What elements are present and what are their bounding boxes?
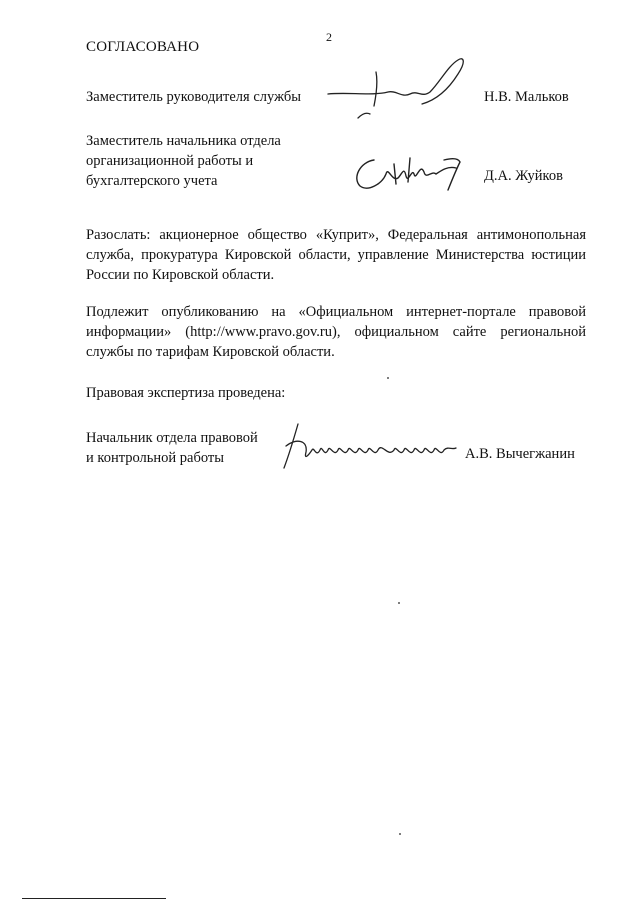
page-number: 2 [326, 30, 332, 44]
legal-signer-title [86, 428, 258, 468]
scan-speck [399, 833, 401, 835]
approver-2-title [86, 131, 281, 191]
approver-2-title-line: организационной работы и [86, 153, 254, 169]
scan-speck [398, 602, 400, 604]
approval-heading: СОГЛАСОВАНО [86, 39, 200, 55]
approver-2-title-line: бухгалтерского учета [86, 173, 218, 189]
distribution-paragraph [86, 225, 586, 285]
signature-zhuykov [348, 148, 468, 196]
legal-signer-title-line: и контрольной работы [86, 450, 224, 466]
footer-rule [22, 898, 166, 899]
approver-2-title-line: Заместитель начальника отдела [86, 133, 281, 149]
legal-signer-name: А.В. Вычегжанин [465, 446, 575, 462]
approver-1-title-line: Заместитель руководителя службы [86, 89, 302, 105]
scan-speck [387, 377, 389, 379]
publication-paragraph [86, 302, 586, 362]
signature-malkov [318, 52, 468, 122]
approver-2-name: Д.А. Жуйков [484, 168, 563, 184]
legal-signer-title-line: Начальник отдела правовой [86, 430, 258, 446]
approver-1-title [86, 87, 301, 107]
approver-1-name: Н.В. Мальков [484, 89, 569, 105]
publication-line: информации» (http://www.pravo.gov.ru), официальном сайте региональной [86, 324, 586, 340]
signature-vychegzhanin [278, 420, 464, 472]
distribution-line: служба, прокуратура Кировской области, управление Министерства юстиции [86, 247, 586, 263]
distribution-line: России по Кировской области. [86, 267, 275, 283]
publication-line: Подлежит опубликованию на «Официальном интернет-портале правовой [86, 304, 586, 320]
distribution-line: Разослать: акционерное общество «Куприт», Федеральная антимонопольная [86, 227, 586, 243]
legal-review-label: Правовая экспертиза проведена: [86, 385, 286, 401]
publication-line: службы по тарифам Кировской области. [86, 344, 335, 360]
